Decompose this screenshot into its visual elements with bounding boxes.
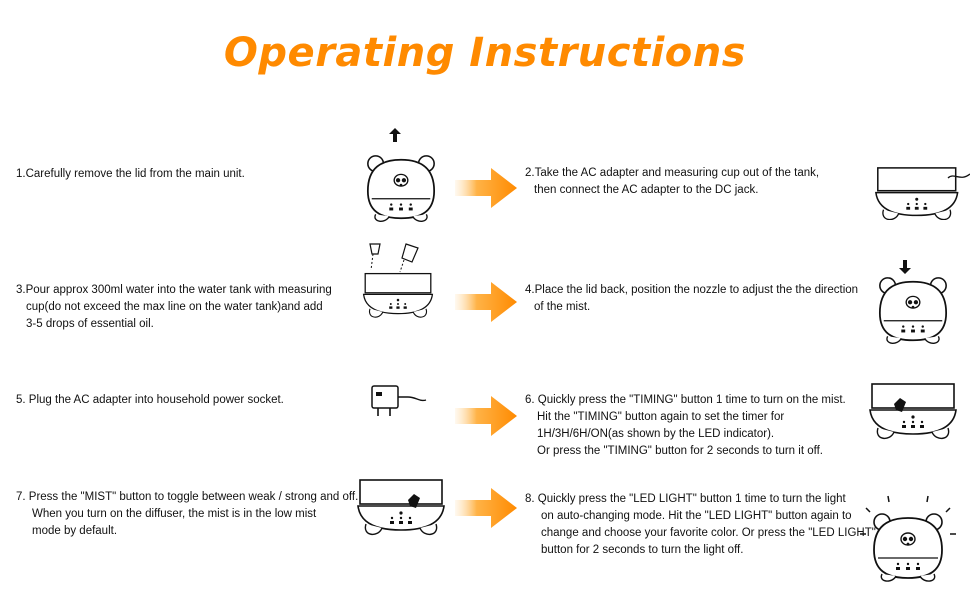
step-6-line-3: 1H/3H/6H/ON(as shown by the LED indicator). bbox=[537, 428, 775, 440]
step-3-text bbox=[16, 282, 332, 333]
step-4-text bbox=[525, 282, 858, 316]
step-5-line-1: 5. Plug the AC adapter into household power socket. bbox=[16, 394, 284, 406]
step-8-text bbox=[525, 491, 876, 559]
orange-right-arrow-icon bbox=[455, 396, 517, 436]
step-6-line-4: Or press the "TIMING" button for 2 seconds to turn it off. bbox=[537, 445, 823, 457]
step-7-line-3: mode by default. bbox=[32, 525, 118, 537]
step-2-text bbox=[525, 165, 819, 199]
step-3-line-1: 3.Pour approx 300ml water into the water tank with measuring bbox=[16, 284, 332, 296]
step-7-line-1: 7. Press the "MIST" button to toggle between weak / strong and off. bbox=[16, 491, 359, 503]
step-8-line-2: on auto-changing mode. Hit the "LED LIGHT" button again to bbox=[541, 510, 852, 522]
step-7-text bbox=[16, 489, 358, 540]
step-1-bear-diffuser-illustration bbox=[360, 150, 442, 228]
step-4-bear-diffuser-illustration bbox=[872, 272, 954, 350]
step-2-base-with-adapter-illustration bbox=[874, 160, 970, 220]
step-8-line-3: change and choose your favorite color. Or press the "LED LIGHT" bbox=[541, 527, 876, 539]
page-title: Operating Instructions bbox=[223, 30, 747, 76]
step-7-press-mist-illustration bbox=[354, 476, 450, 538]
step-6-press-timing-illustration bbox=[866, 380, 962, 442]
step-8-line-1: 8. Quickly press the "LED LIGHT" button 1 time to turn the light bbox=[525, 493, 846, 505]
step-6-text bbox=[525, 392, 846, 460]
step-3-line-3: 3-5 drops of essential oil. bbox=[26, 318, 154, 330]
up-arrow-icon bbox=[389, 128, 401, 142]
ac-adapter-illustration bbox=[368, 380, 430, 420]
step-4-line-2: of the mist. bbox=[534, 301, 591, 313]
step-2-line-1: 2.Take the AC adapter and measuring cup out of the tank, bbox=[525, 167, 820, 179]
step-8-line-4: button for 2 seconds to turn the light off. bbox=[541, 544, 744, 556]
step-3-line-2: cup(do not exceed the max line on the water tank)and add bbox=[26, 301, 323, 313]
step-6-line-2: Hit the "TIMING" button again to set the timer for bbox=[537, 411, 785, 423]
step-8-bear-light-illustration bbox=[858, 494, 958, 592]
step-1-text bbox=[16, 166, 245, 183]
step-1-line-1: 1.Carefully remove the lid from the main unit. bbox=[16, 168, 245, 180]
step-6-line-1: 6. Quickly press the "TIMING" button 1 time to turn on the mist. bbox=[525, 394, 846, 406]
orange-right-arrow-icon bbox=[455, 282, 517, 322]
orange-right-arrow-icon bbox=[455, 168, 517, 208]
step-4-line-1: 4.Place the lid back, position the nozzle to adjust the the direction bbox=[525, 284, 859, 296]
step-3-pour-water-illustration bbox=[360, 240, 436, 332]
step-7-line-2: When you turn on the diffuser, the mist is in the low mist bbox=[32, 508, 317, 520]
orange-right-arrow-icon bbox=[455, 488, 517, 528]
step-5-text bbox=[16, 392, 284, 409]
step-2-line-2: then connect the AC adapter to the DC jack. bbox=[534, 184, 759, 196]
